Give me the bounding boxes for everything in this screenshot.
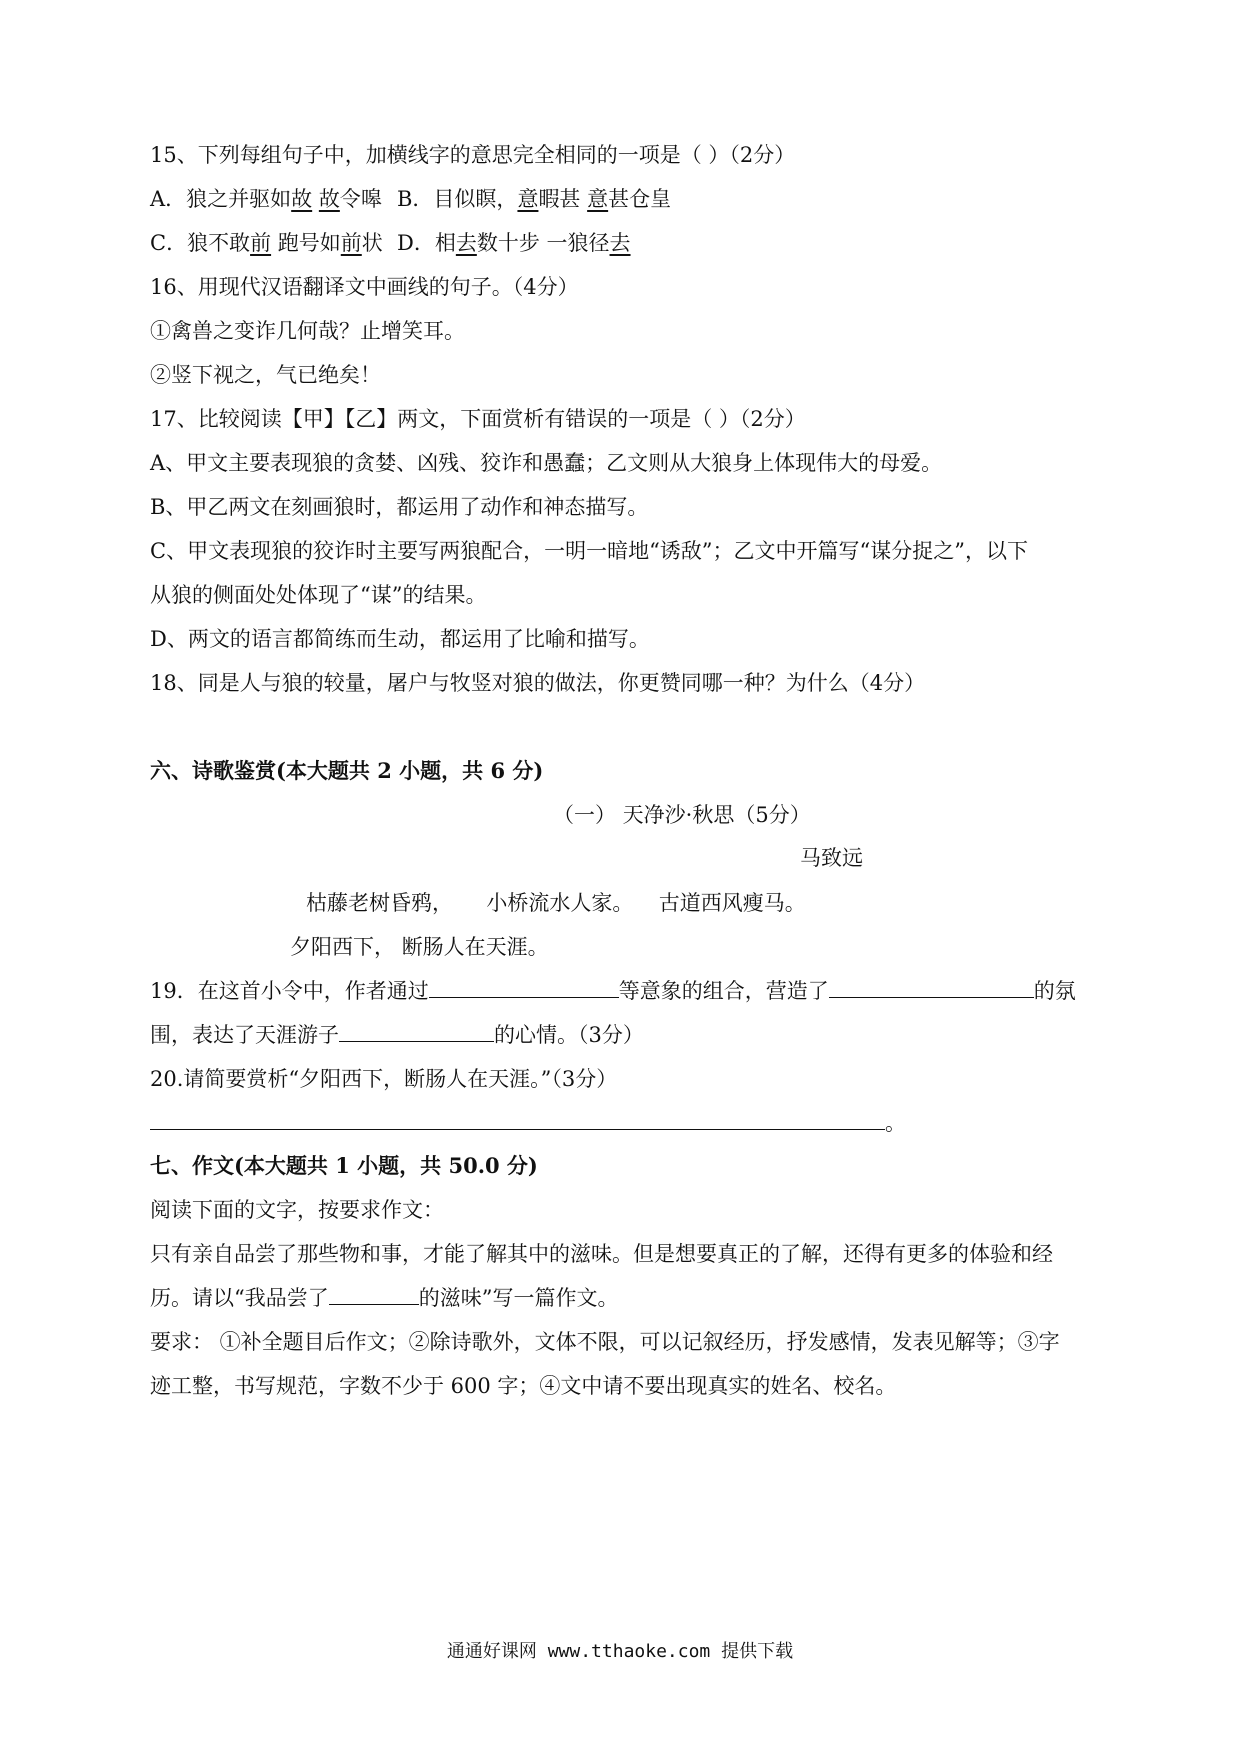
option-rest: 甚仓皇 bbox=[608, 187, 672, 211]
period: 。 bbox=[885, 1111, 906, 1135]
q19-line1 bbox=[150, 977, 1076, 1005]
option-label: A．狼之并驱如 bbox=[150, 187, 292, 211]
answer-blank[interactable] bbox=[829, 977, 1034, 998]
q15-option-b bbox=[397, 185, 671, 213]
option-mid: 数十步 一狼径 bbox=[476, 231, 610, 255]
page-footer: 通通好课网 www.tthaoke.com 提供下载 bbox=[446, 1641, 794, 1662]
poem-phrase: 古道西风瘦马。 bbox=[658, 891, 806, 915]
q17-option-d: D、两文的语言都简练而生动，都运用了比喻和描写。 bbox=[150, 627, 650, 651]
q15-option-a bbox=[150, 185, 382, 213]
poem-line1 bbox=[306, 889, 806, 917]
essay-prompt-line1: 只有亲自品尝了那些物和事，才能了解其中的滋味。但是想要真正的了解，还得有更多的体验和经 bbox=[150, 1242, 1053, 1266]
q20-answer-line bbox=[150, 1109, 906, 1137]
poem-phrase: 断肠人在天涯。 bbox=[401, 935, 549, 959]
underlined-char: 意 bbox=[587, 187, 609, 211]
answer-blank[interactable] bbox=[429, 977, 619, 998]
poem-line2 bbox=[290, 933, 549, 961]
section6-heading: 六、诗歌鉴赏(本大题共 2 小题，共 6 分) bbox=[150, 758, 544, 783]
q15-stem: 15、下列每组句子中，加横线字的意思完全相同的一项是（ ）（2分） bbox=[150, 143, 796, 167]
underlined-char: 故 bbox=[318, 187, 340, 211]
q16-sentence-1: ①禽兽之变诈几何哉？止增笑耳。 bbox=[150, 319, 465, 343]
q19-text: 的氛 bbox=[1033, 979, 1076, 1003]
q16-sentence-2: ②竖下视之，气已绝矣！ bbox=[150, 363, 381, 387]
underlined-char: 前 bbox=[340, 231, 362, 255]
underlined-char: 意 bbox=[517, 187, 539, 211]
q17-option-c-line1: C、甲文表现狼的狡诈时主要写两狼配合，一明一暗地“诱敌”；乙文中开篇写“谋分捉之”，以下 bbox=[150, 539, 1029, 563]
q18-stem: 18、同是人与狼的较量，屠户与牧竖对狼的做法，你更赞同哪一种？为什么（4分） bbox=[150, 671, 926, 695]
essay-requirements-line1: 要求： ①补全题目后作文；②除诗歌外，文体不限，可以记叙经历，抒发感情，发表见解等；③字 bbox=[150, 1330, 1060, 1354]
essay-intro: 阅读下面的文字，按要求作文： bbox=[150, 1198, 444, 1222]
q19-line2 bbox=[150, 1021, 644, 1049]
option-rest: 令嗥 bbox=[339, 187, 382, 211]
option-label: C．狼不敢 bbox=[150, 231, 251, 255]
q17-stem: 17、比较阅读【甲】【乙】两文，下面赏析有错误的一项是（ ）（2分） bbox=[150, 407, 806, 431]
q19-text: 的心情。（3分） bbox=[494, 1023, 644, 1047]
title-blank[interactable] bbox=[329, 1284, 419, 1305]
poem-author: 马致远 bbox=[800, 846, 863, 870]
answer-blank[interactable] bbox=[339, 1021, 494, 1042]
underlined-char: 前 bbox=[250, 231, 272, 255]
option-label: D．相 bbox=[397, 231, 456, 255]
q16-stem: 16、用现代汉语翻译文中画线的句子。（4分） bbox=[150, 275, 579, 299]
option-mid: 跑号如 bbox=[271, 231, 341, 255]
underlined-char: 故 bbox=[291, 187, 313, 211]
q17-option-c-line2: 从狼的侧面处处体现了“谋”的结果。 bbox=[150, 583, 487, 607]
q15-option-d bbox=[397, 229, 631, 257]
option-mid: 暇甚 bbox=[538, 187, 588, 211]
essay-requirements-line2: 迹工整，书写规范，字数不少于 600 字；④文中请不要出现真实的姓名、校名。 bbox=[150, 1374, 897, 1398]
option-label: B．目似瞑， bbox=[397, 187, 518, 211]
essay-text: 历。请以“我品尝了 bbox=[150, 1286, 329, 1310]
q17-option-b: B、甲乙两文在刻画狼时，都运用了动作和神态描写。 bbox=[150, 495, 649, 519]
poem-title: （一） 天净沙·秋思（5分） bbox=[553, 803, 811, 827]
option-rest: 状 bbox=[361, 231, 383, 255]
space bbox=[312, 187, 319, 211]
section7-heading: 七、作文(本大题共 1 小题，共 50.0 分) bbox=[150, 1153, 538, 1178]
poem-phrase: 小桥流水人家。 bbox=[486, 891, 634, 915]
q19-text: 等意象的组合，营造了 bbox=[618, 979, 829, 1003]
underlined-char: 去 bbox=[455, 231, 477, 255]
q15-option-c bbox=[150, 229, 383, 257]
essay-text: 的滋味”写一篇作文。 bbox=[418, 1286, 619, 1310]
essay-prompt-line2 bbox=[150, 1284, 619, 1312]
underlined-char: 去 bbox=[609, 231, 631, 255]
poem-phrase: 枯藤老树昏鸦， bbox=[306, 891, 453, 915]
q19-text: 19．在这首小令中，作者通过 bbox=[150, 979, 429, 1003]
q20-stem: 20.请简要赏析“夕阳西下，断肠人在天涯。”（3分） bbox=[150, 1067, 618, 1091]
q19-text: 围，表达了天涯游子 bbox=[150, 1023, 339, 1047]
poem-phrase: 夕阳西下， bbox=[290, 935, 395, 959]
answer-blank[interactable] bbox=[150, 1109, 885, 1130]
q17-option-a: A、甲文主要表现狼的贪婪、凶残、狡诈和愚蠢；乙文则从大狼身上体现伟大的母爱。 bbox=[150, 451, 943, 475]
